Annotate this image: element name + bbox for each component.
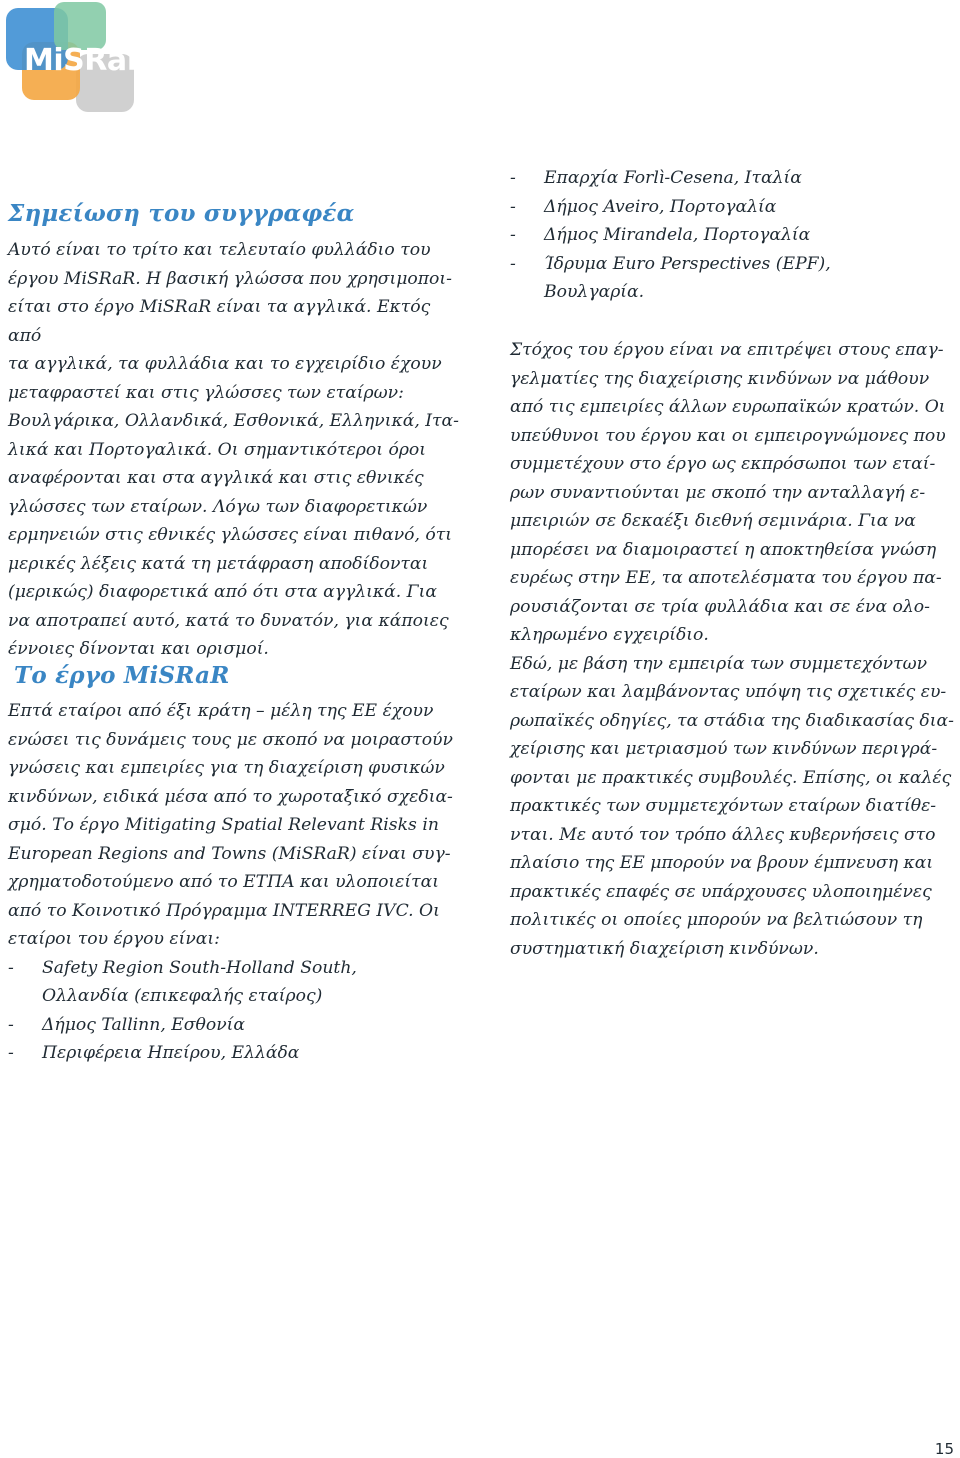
list-dash: - (510, 225, 516, 245)
text-line: να αποτραπεί αυτό, κατά το δυνατόν, για κάποιες (8, 610, 449, 631)
text-line: Στόχος του έργου είναι να επιτρέψει στους επαγ- (510, 340, 944, 360)
text-line: φονται με πρακτικές συμβουλές. Επίσης, οι καλές (510, 767, 952, 788)
list-item-text: Βουλγαρία. (544, 282, 645, 302)
list-item (8, 1011, 468, 1040)
project-goal-text (510, 336, 958, 963)
text-line: νται. Με αυτό τον τρόπο άλλες κυβερνήσεις στο (510, 824, 936, 845)
text-line: γνώσεις και εμπειρίες για τη διαχείριση φυσικών (8, 758, 445, 778)
text-line: πρακτικές των συμμετεχόντων εταίρων διατίθε- (510, 796, 937, 816)
list-dash: - (510, 196, 516, 217)
list-item-text: Επαρχία Forlì-Cesena, Ιταλία (544, 168, 802, 188)
list-dash: - (510, 253, 516, 274)
text-line: σμό. Το έργο Mitigating Spatial Relevant Risks in (8, 815, 439, 835)
text-line: χρηματοδοτούμενο από το ΕΤΠΑ και υλοποιείται (8, 872, 439, 892)
text-line: μερικές λέξεις κατά τη μετάφραση αποδίδονται (8, 553, 429, 574)
author-note-heading: Σημείωση του συγγραφέα (8, 200, 355, 227)
text-line: γελματίες της διαχείρισης κινδύνων να μάθουν (510, 368, 930, 389)
text-line: γλώσσες των εταίρων. Λόγω των διαφορετικών (8, 496, 428, 517)
project-heading: Το έργο MiSRaR (14, 662, 230, 689)
text-line: τα αγγλικά, τα φυλλάδια και το εγχειρίδιο έχουν (8, 354, 442, 374)
list-dash: - (8, 957, 14, 978)
text-line: χείρισης και μετριασμού των κινδύνων περιγρά- (510, 739, 938, 759)
text-line: Βουλγάρικα, Ολλανδικά, Εσθονικά, Ελληνικά, Ιτα- (8, 411, 459, 431)
text-line: Επτά εταίροι από έξι κράτη – μέλη της ΕΕ έχουν (8, 701, 434, 721)
text-line: λικά και Πορτογαλικά. Οι σημαντικότεροι όροι (8, 439, 427, 460)
list-item (510, 221, 958, 250)
text-line: μεταφραστεί και στις γλώσσες των εταίρων: (8, 382, 404, 403)
list-dash: - (8, 1014, 14, 1035)
list-item (510, 250, 958, 307)
text-line: υπεύθυνοι του έργου και οι εμπειρογνώμονες που (510, 425, 946, 446)
text-line: πολιτικές οι οποίες μπορούν να βελτιώσουν τη (510, 910, 923, 930)
list-dash: - (510, 168, 516, 188)
text-line: ευρέως στην ΕΕ, τα αποτελέσματα του έργου πα- (510, 568, 942, 588)
text-line: έργου MiSRaR. Η βασική γλώσσα που χρησιμοποι- (8, 268, 452, 289)
text-line: European Regions and Towns (MiSRaR) είναι συγ- (8, 843, 451, 864)
text-line: συμμετέχουν στο έργο ως εκπρόσωποι των εταί- (510, 454, 936, 474)
list-item-text: Δήμος Mirandela, Πορτογαλία (544, 225, 811, 245)
list-item-text: Ίδρυμα Euro Perspectives (EPF), (544, 253, 831, 274)
logo-text: MiSRaR (24, 43, 150, 78)
text-line: κινδύνων, ειδικά μέσα από το χωροταξικό σχεδια- (8, 786, 453, 807)
text-line: εταίροι του έργου είναι: (8, 929, 220, 949)
list-item (8, 954, 468, 1011)
list-dash: - (8, 1043, 14, 1063)
logo-graphic (4, 2, 150, 114)
project-text (8, 697, 468, 1068)
text-line: Αυτό είναι το τρίτο και τελευταίο φυλλάδιο του (8, 240, 431, 260)
list-item-text: Ολλανδία (επικεφαλής εταίρος) (42, 986, 323, 1006)
partner-list-left (8, 954, 468, 1068)
list-item (510, 164, 958, 193)
text-line: έννοιες δίνονται και ορισμοί. (8, 639, 269, 659)
author-note-text (8, 236, 468, 664)
text-line: κληρωμένο εγχειρίδιο. (510, 625, 709, 645)
text-line: αναφέρονται και στα αγγλικά και στις εθνικές (8, 468, 424, 488)
text-line: είται στο έργο MiSRaR είναι τα αγγλικά. Εκτός από (8, 297, 431, 346)
text-line: ρουσιάζονται σε τρία φυλλάδια και σε ένα ολο- (510, 596, 930, 617)
list-item-text: Δήμος Tallinn, Εσθονία (42, 1014, 246, 1035)
text-line: (μερικώς) διαφορετικά από ότι στα αγγλικά. Για (8, 582, 437, 602)
text-line: Εδώ, με βάση την εμπειρία των συμμετεχόντων (510, 653, 928, 674)
text-line: από τις εμπειρίες άλλων ευρωπαϊκών κρατών. Οι (510, 397, 946, 417)
page-number: 15 (934, 1440, 954, 1458)
text-line: πλαίσιο της ΕΕ μπορούν να βρουν έμπνευση και (510, 853, 934, 873)
list-item-text: Περιφέρεια Ηπείρου, Ελλάδα (42, 1043, 300, 1063)
list-item (510, 193, 958, 222)
text-line: ρωπαϊκές οδηγίες, τα στάδια της διαδικασίας δια- (510, 710, 954, 731)
list-item-text: Safety Region South-Holland South, (42, 957, 357, 978)
text-line: ρων συναντιούνται με σκοπό την ανταλλαγή ε- (510, 482, 926, 503)
partner-list-right (510, 164, 958, 307)
list-item (8, 1039, 468, 1068)
text-line: ενώσει τις δυνάμεις τους με σκοπό να μοιραστούν (8, 729, 453, 750)
text-line: συστηματική διαχείριση κινδύνων. (510, 938, 819, 959)
text-line: μπορέσει να διαμοιραστεί η αποκτηθείσα γνώση (510, 539, 937, 560)
list-item-text: Δήμος Aveiro, Πορτογαλία (544, 196, 777, 217)
misrar-logo (4, 2, 150, 114)
text-line: ερμηνειών στις εθνικές γλώσσες είναι πιθανό, ότι (8, 525, 453, 545)
text-line: από το Κοινοτικό Πρόγραμμα INTERREG IVC. Οι (8, 900, 440, 921)
text-line: μπειριών σε δεκαέξι διεθνή σεμινάρια. Για να (510, 511, 916, 531)
text-line: πρακτικές επαφές σε υπάρχουσες υλοποιημένες (510, 881, 932, 902)
text-line: εταίρων και λαμβάνοντας υπόψη τις σχετικές ευ- (510, 682, 947, 702)
